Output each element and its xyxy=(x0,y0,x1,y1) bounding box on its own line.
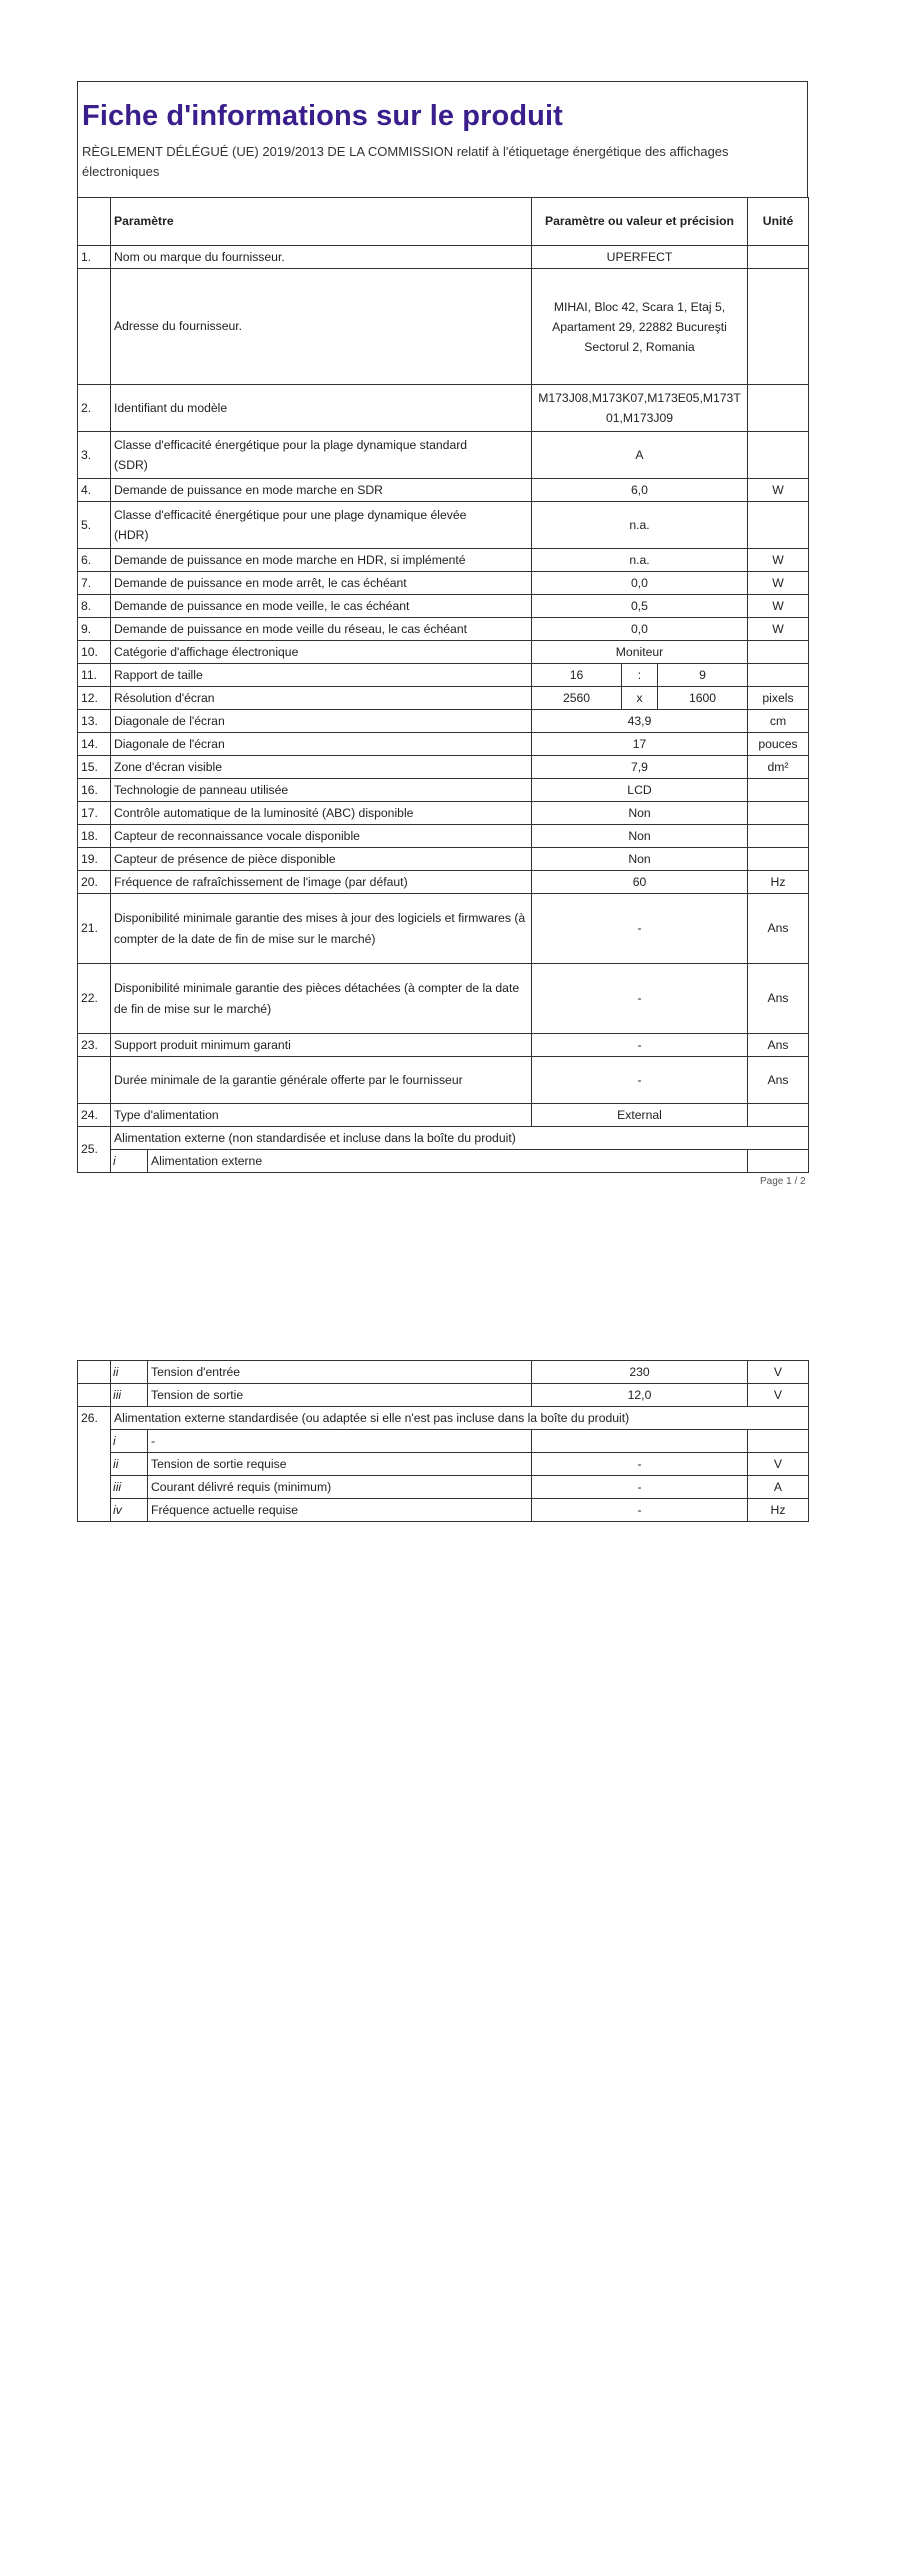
table-row xyxy=(78,964,809,1034)
row-unit: cm xyxy=(748,710,809,733)
row-param: Disponibilité minimale garantie des pièces détachées (à compter de la date de fin de mise sur le marché) xyxy=(111,964,532,1034)
row-number: 2. xyxy=(78,385,111,432)
row-param: Demande de puissance en mode veille du réseau, le cas échéant xyxy=(111,618,532,641)
row-number xyxy=(78,269,111,385)
regulation-subtitle: RÈGLEMENT DÉLÉGUÉ (UE) 2019/2013 DE LA COMMISSION relatif à l'étiquetage énergétique des affichages électroniques xyxy=(82,144,729,179)
table-row xyxy=(78,502,809,549)
row-unit xyxy=(748,502,809,549)
header-unit: Unité xyxy=(748,198,809,246)
row-number: 3. xyxy=(78,432,111,479)
row-value: 230 xyxy=(532,1361,748,1384)
table-row xyxy=(78,269,809,385)
row-number: 17. xyxy=(78,802,111,825)
row-number: 11. xyxy=(78,664,111,687)
table-row xyxy=(78,871,809,894)
row-number: 9. xyxy=(78,618,111,641)
resolution-height: 1600 xyxy=(658,687,748,710)
row-param: Capteur de reconnaissance vocale disponible xyxy=(111,825,532,848)
row-param: Nom ou marque du fournisseur. xyxy=(111,246,532,269)
row-unit: Ans xyxy=(748,964,809,1034)
row-param: Diagonale de l'écran xyxy=(111,733,532,756)
row-param: Adresse du fournisseur. xyxy=(111,269,532,385)
row-unit: pixels xyxy=(748,687,809,710)
row-unit: A xyxy=(748,1476,809,1499)
sub-index: i xyxy=(111,1430,148,1453)
table-row xyxy=(78,779,809,802)
row-value: 60 xyxy=(532,871,748,894)
row-value: A xyxy=(532,432,748,479)
row-unit xyxy=(748,1430,809,1453)
row-param: Contrôle automatique de la luminosité (ABC) disponible xyxy=(111,802,532,825)
product-info-table-continued xyxy=(77,1360,809,1522)
row-value: - xyxy=(532,964,748,1034)
table-row xyxy=(78,1453,809,1476)
table-row xyxy=(78,1384,809,1407)
row-param: - xyxy=(148,1430,532,1453)
row-param: Demande de puissance en mode arrêt, le cas échéant xyxy=(111,572,532,595)
row-number xyxy=(78,1384,111,1407)
row-value: External xyxy=(532,1104,748,1127)
row-unit xyxy=(748,848,809,871)
row-unit: W xyxy=(748,618,809,641)
row-value: 0,5 xyxy=(532,595,748,618)
row-value: - xyxy=(532,1057,748,1104)
row-number: 7. xyxy=(78,572,111,595)
row-number: 19. xyxy=(78,848,111,871)
row-number xyxy=(78,1361,111,1384)
row-value: 43,9 xyxy=(532,710,748,733)
sub-index: iii xyxy=(111,1384,148,1407)
row-number: 18. xyxy=(78,825,111,848)
row-value: - xyxy=(532,894,748,964)
row-unit: Hz xyxy=(748,1499,809,1522)
row-param: Fréquence de rafraîchissement de l'image (par défaut) xyxy=(111,871,532,894)
row-value: n.a. xyxy=(532,549,748,572)
row-param: Demande de puissance en mode marche en SDR xyxy=(111,479,532,502)
row-unit: W xyxy=(748,479,809,502)
aspect-separator: : xyxy=(622,664,658,687)
row-value: - xyxy=(532,1499,748,1522)
row-number: 12. xyxy=(78,687,111,710)
row-unit: Ans xyxy=(748,1057,809,1104)
row-param: Classe d'efficacité énergétique pour la plage dynamique standard (SDR) xyxy=(111,432,532,479)
row-param: Diagonale de l'écran xyxy=(111,710,532,733)
row-number: 21. xyxy=(78,894,111,964)
table-row xyxy=(78,595,809,618)
aspect-width: 16 xyxy=(532,664,622,687)
row-section-label: Alimentation externe (non standardisée et incluse dans la boîte du produit) xyxy=(111,1127,809,1150)
row-param: Technologie de panneau utilisée xyxy=(111,779,532,802)
table-row xyxy=(78,1430,809,1453)
row-unit: V xyxy=(748,1384,809,1407)
row-value: 12,0 xyxy=(532,1384,748,1407)
table-row xyxy=(78,894,809,964)
row-value: UPERFECT xyxy=(532,246,748,269)
table-row xyxy=(78,385,809,432)
row-number: 14. xyxy=(78,733,111,756)
row-unit: dm² xyxy=(748,756,809,779)
row-unit xyxy=(748,1104,809,1127)
table-row xyxy=(78,756,809,779)
row-param: Demande de puissance en mode marche en HDR, si implémenté xyxy=(111,549,532,572)
row-unit xyxy=(748,779,809,802)
row-number: 1. xyxy=(78,246,111,269)
row-value: - xyxy=(532,1034,748,1057)
sub-index: ii xyxy=(111,1453,148,1476)
table-row xyxy=(78,825,809,848)
row-value: 0,0 xyxy=(532,572,748,595)
row-number: 5. xyxy=(78,502,111,549)
row-number: 26. xyxy=(78,1407,111,1522)
row-param: Support produit minimum garanti xyxy=(111,1034,532,1057)
row-number: 15. xyxy=(78,756,111,779)
row-value: LCD xyxy=(532,779,748,802)
row-param: Courant délivré requis (minimum) xyxy=(148,1476,532,1499)
row-param: Tension d'entrée xyxy=(148,1361,532,1384)
row-unit: pouces xyxy=(748,733,809,756)
sub-index: iv xyxy=(111,1499,148,1522)
row-param: Capteur de présence de pièce disponible xyxy=(111,848,532,871)
row-value: Moniteur xyxy=(532,641,748,664)
row-unit xyxy=(748,269,809,385)
table-row xyxy=(78,802,809,825)
sub-index: ii xyxy=(111,1361,148,1384)
page-number: Page 1 / 2 xyxy=(760,1176,806,1187)
row-param: Disponibilité minimale garantie des mises à jour des logiciels et firmwares (à compter de la date de fin de mise sur le marché) xyxy=(111,894,532,964)
row-value: 7,9 xyxy=(532,756,748,779)
row-param: Tension de sortie xyxy=(148,1384,532,1407)
row-number xyxy=(78,1057,111,1104)
table-row xyxy=(78,641,809,664)
sub-index: iii xyxy=(111,1476,148,1499)
title-box xyxy=(77,81,808,198)
row-param: Durée minimale de la garantie générale offerte par le fournisseur xyxy=(111,1057,532,1104)
row-number: 4. xyxy=(78,479,111,502)
header-value: Paramètre ou valeur et précision xyxy=(532,198,748,246)
row-param: Type d'alimentation xyxy=(111,1104,532,1127)
row-param: Demande de puissance en mode veille, le cas échéant xyxy=(111,595,532,618)
row-unit xyxy=(748,432,809,479)
row-unit: Ans xyxy=(748,894,809,964)
header-num xyxy=(78,198,111,246)
row-unit xyxy=(748,246,809,269)
table-row xyxy=(78,687,809,710)
row-param: Fréquence actuelle requise xyxy=(148,1499,532,1522)
table-row xyxy=(78,1127,809,1150)
table-row xyxy=(78,432,809,479)
row-param: Zone d'écran visible xyxy=(111,756,532,779)
row-unit: V xyxy=(748,1361,809,1384)
row-value: Non xyxy=(532,802,748,825)
row-param: Rapport de taille xyxy=(111,664,532,687)
table-row xyxy=(78,710,809,733)
row-number: 16. xyxy=(78,779,111,802)
row-value: - xyxy=(532,1476,748,1499)
table-row xyxy=(78,1034,809,1057)
aspect-height: 9 xyxy=(658,664,748,687)
row-value: 17 xyxy=(532,733,748,756)
row-unit: Ans xyxy=(748,1034,809,1057)
table-row xyxy=(78,1499,809,1522)
row-value xyxy=(532,1430,748,1453)
row-unit xyxy=(748,385,809,432)
row-param: Identifiant du modèle xyxy=(111,385,532,432)
table-row xyxy=(78,1057,809,1104)
row-unit: W xyxy=(748,595,809,618)
table-row xyxy=(78,479,809,502)
row-section-label: Alimentation externe standardisée (ou adaptée si elle n'est pas incluse dans la boîte du produit) xyxy=(111,1407,809,1430)
table-row xyxy=(78,848,809,871)
row-unit xyxy=(748,825,809,848)
row-number: 25. xyxy=(78,1127,111,1173)
row-number: 22. xyxy=(78,964,111,1034)
row-number: 20. xyxy=(78,871,111,894)
row-unit xyxy=(748,664,809,687)
table-row xyxy=(78,733,809,756)
row-value: 6,0 xyxy=(532,479,748,502)
header-param: Paramètre xyxy=(111,198,532,246)
table-row xyxy=(78,1407,809,1430)
row-unit: Hz xyxy=(748,871,809,894)
row-unit: V xyxy=(748,1453,809,1476)
product-info-table xyxy=(77,197,809,1173)
resolution-width: 2560 xyxy=(532,687,622,710)
row-value: M173J08,M173K07,M173E05,M173T01,M173J09 xyxy=(532,385,748,432)
row-number: 8. xyxy=(78,595,111,618)
row-param: Catégorie d'affichage électronique xyxy=(111,641,532,664)
row-param: Alimentation externe xyxy=(148,1150,748,1173)
row-number: 6. xyxy=(78,549,111,572)
row-param: Tension de sortie requise xyxy=(148,1453,532,1476)
row-number: 24. xyxy=(78,1104,111,1127)
resolution-separator: x xyxy=(622,687,658,710)
row-unit xyxy=(748,641,809,664)
table-row xyxy=(78,246,809,269)
row-param: Classe d'efficacité énergétique pour une plage dynamique élevée (HDR) xyxy=(111,502,532,549)
row-unit: W xyxy=(748,572,809,595)
table-row xyxy=(78,549,809,572)
row-value: n.a. xyxy=(532,502,748,549)
row-value: Non xyxy=(532,825,748,848)
row-unit xyxy=(748,1150,809,1173)
table-row xyxy=(78,1476,809,1499)
page-title: Fiche d'informations sur le produit xyxy=(82,100,563,132)
table-header-row xyxy=(78,198,809,246)
row-value: Non xyxy=(532,848,748,871)
table-row xyxy=(78,618,809,641)
table-row xyxy=(78,1104,809,1127)
row-param: Résolution d'écran xyxy=(111,687,532,710)
row-unit: W xyxy=(748,549,809,572)
row-value: - xyxy=(532,1453,748,1476)
row-value: 0,0 xyxy=(532,618,748,641)
sub-index: i xyxy=(111,1150,148,1173)
row-number: 13. xyxy=(78,710,111,733)
row-number: 23. xyxy=(78,1034,111,1057)
table-row xyxy=(78,1150,809,1173)
row-unit xyxy=(748,802,809,825)
table-row xyxy=(78,572,809,595)
row-number: 10. xyxy=(78,641,111,664)
table-row xyxy=(78,1361,809,1384)
row-value: MIHAI, Bloc 42, Scara 1, Etaj 5, Apartament 29, 22882 Bucureşti Sectorul 2, Romania xyxy=(532,269,748,385)
table-row xyxy=(78,664,809,687)
